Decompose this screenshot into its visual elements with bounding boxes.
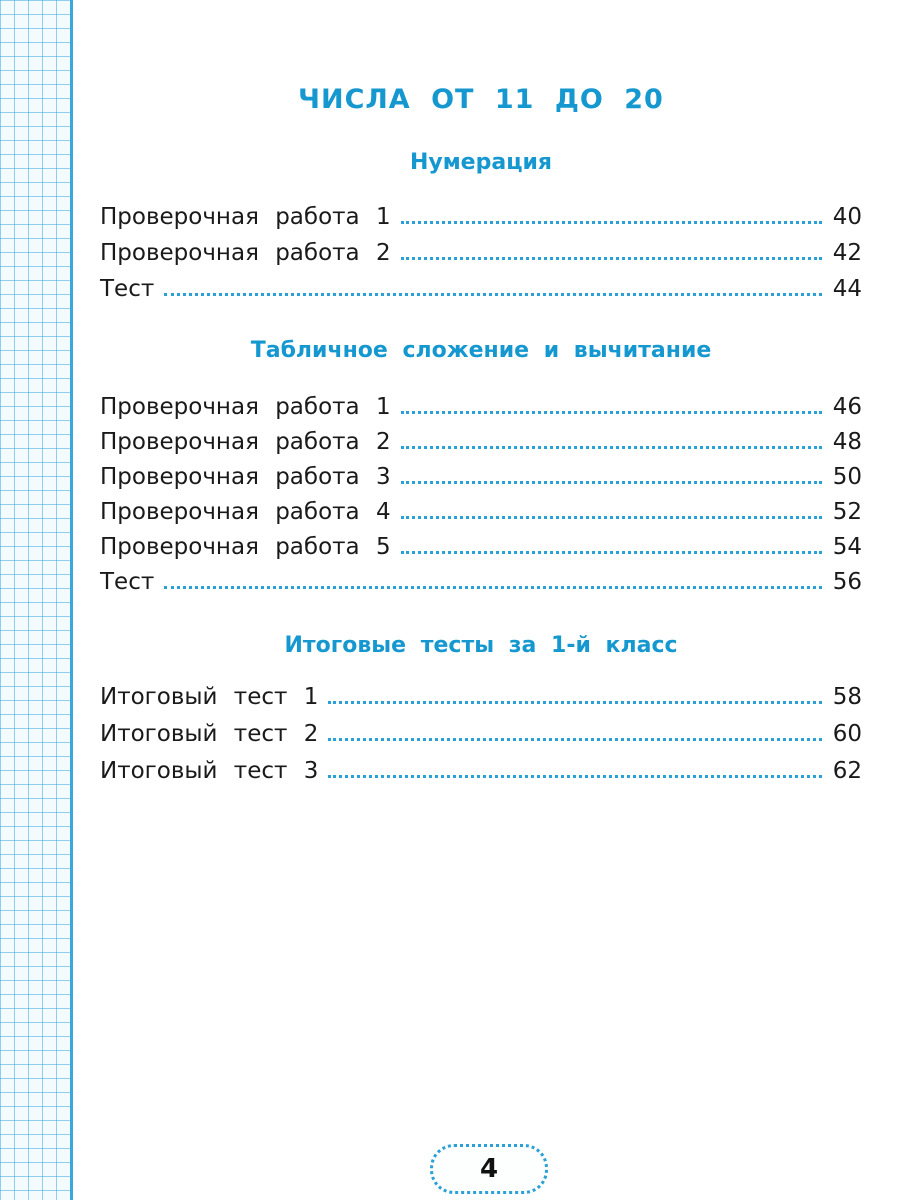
toc-entry[interactable] bbox=[100, 456, 862, 490]
toc-entry-label: Проверочная работа 2 bbox=[100, 240, 391, 266]
graph-paper-margin bbox=[0, 0, 70, 1200]
dot-leader bbox=[164, 293, 822, 296]
toc-entry-label: Проверочная работа 5 bbox=[100, 534, 391, 560]
toc-entry-page: 58 bbox=[832, 684, 862, 710]
toc-entry-label: Итоговый тест 3 bbox=[100, 758, 319, 784]
toc-entry[interactable] bbox=[100, 232, 862, 266]
dot-leader bbox=[164, 586, 822, 589]
dot-leader bbox=[401, 411, 822, 414]
toc-entry[interactable] bbox=[100, 713, 862, 747]
toc-entry-label: Проверочная работа 3 bbox=[100, 464, 391, 490]
dot-leader bbox=[328, 775, 822, 778]
toc-entry[interactable] bbox=[100, 491, 862, 525]
toc-entry-label: Тест bbox=[100, 569, 155, 595]
toc-entry-page: 54 bbox=[832, 534, 862, 560]
dot-leader bbox=[401, 551, 822, 554]
toc-entry-page: 40 bbox=[832, 204, 862, 230]
toc-entry-label: Итоговый тест 1 bbox=[100, 684, 319, 710]
toc-entry[interactable] bbox=[100, 386, 862, 420]
toc-entry[interactable] bbox=[100, 676, 862, 710]
toc-entry[interactable] bbox=[100, 268, 862, 302]
dot-leader bbox=[401, 221, 822, 224]
toc-entry-page: 60 bbox=[832, 721, 862, 747]
toc-entry[interactable] bbox=[100, 196, 862, 230]
toc-entry-page: 46 bbox=[832, 394, 862, 420]
dot-leader bbox=[401, 516, 822, 519]
dot-leader bbox=[401, 446, 822, 449]
toc-entry-page: 62 bbox=[832, 758, 862, 784]
page-number: 4 bbox=[479, 1154, 499, 1184]
toc-entry[interactable] bbox=[100, 750, 862, 784]
toc-entry[interactable] bbox=[100, 561, 862, 595]
margin-rule bbox=[70, 0, 73, 1200]
dot-leader bbox=[328, 701, 822, 704]
toc-entry-page: 56 bbox=[832, 569, 862, 595]
toc-entry-page: 50 bbox=[832, 464, 862, 490]
toc-entry-label: Тест bbox=[100, 276, 155, 302]
section-heading-numeration: Нумерация bbox=[409, 150, 553, 175]
table-of-contents bbox=[100, 0, 862, 1200]
toc-entry-label: Проверочная работа 1 bbox=[100, 394, 391, 420]
dot-leader bbox=[401, 257, 822, 260]
dot-leader bbox=[401, 481, 822, 484]
toc-entry-label: Проверочная работа 2 bbox=[100, 429, 391, 455]
toc-entry-page: 42 bbox=[832, 240, 862, 266]
toc-entry-page: 44 bbox=[832, 276, 862, 302]
toc-entry-page: 52 bbox=[832, 499, 862, 525]
page-number-badge bbox=[430, 1144, 548, 1194]
dot-leader bbox=[328, 738, 822, 741]
toc-entry-label: Итоговый тест 2 bbox=[100, 721, 319, 747]
section-heading-addition-subtraction: Табличное сложение и вычитание bbox=[250, 338, 712, 363]
toc-entry-label: Проверочная работа 4 bbox=[100, 499, 391, 525]
toc-entry-page: 48 bbox=[832, 429, 862, 455]
toc-entry[interactable] bbox=[100, 526, 862, 560]
page-title: ЧИСЛА ОТ 11 ДО 20 bbox=[298, 84, 664, 115]
toc-entry[interactable] bbox=[100, 421, 862, 455]
toc-entry-label: Проверочная работа 1 bbox=[100, 204, 391, 230]
section-heading-final-tests: Итоговые тесты за 1-й класс bbox=[284, 633, 678, 658]
